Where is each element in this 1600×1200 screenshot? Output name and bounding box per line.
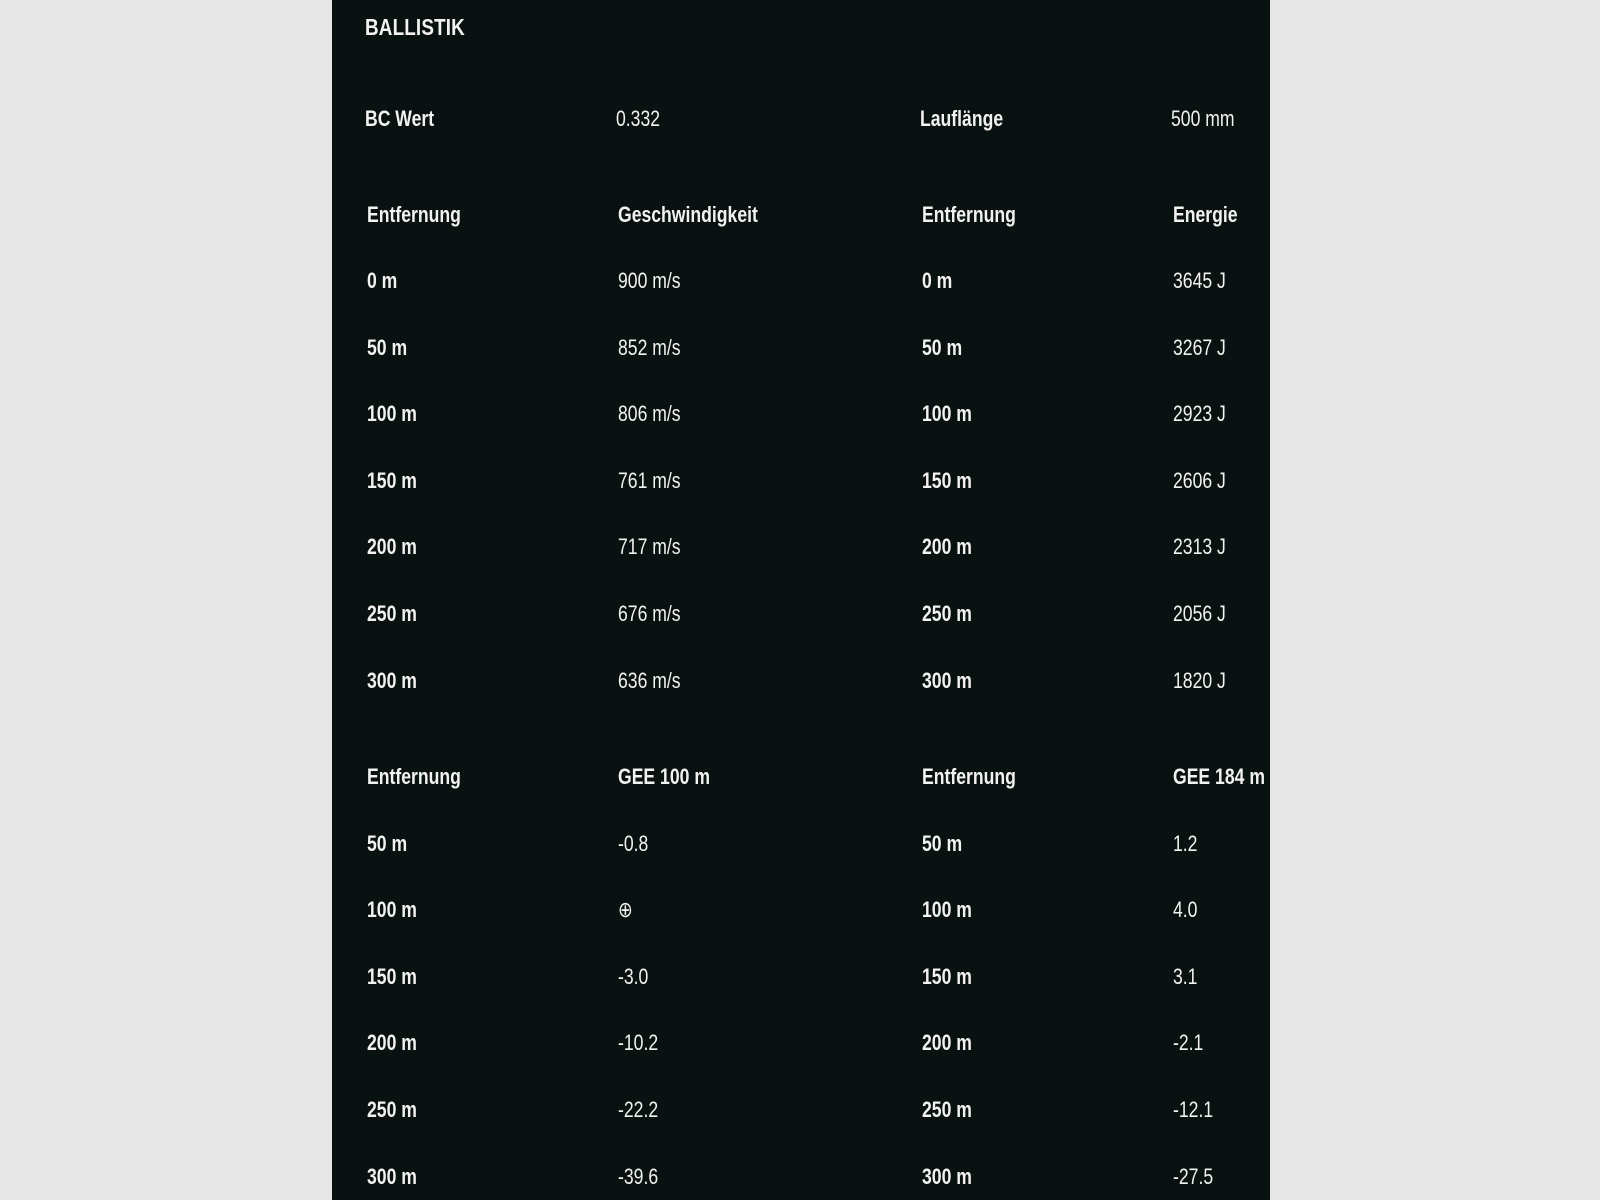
header-energy: Energie [1173,202,1238,227]
table-row [332,333,1270,363]
distance-cell: 300 m [367,668,417,693]
table-row [332,829,1270,859]
table-row [332,532,1270,562]
distance-cell: 200 m [367,1030,417,1055]
barrel-length-value: 500 mm [1171,106,1235,131]
velocity-cell: 852 m/s [618,335,681,360]
gee-184-cell: -27.5 [1173,1164,1214,1189]
header-distance: Entfernung [367,764,461,789]
section-title: BALLISTIK [365,14,465,40]
gee-100-cell: -0.8 [618,831,649,856]
gee-100-cell: -39.6 [618,1164,659,1189]
distance-cell: 150 m [367,964,417,989]
table-row [332,1162,1270,1192]
distance-cell: 50 m [922,831,963,856]
distance-cell: 100 m [367,897,417,922]
energy-cell: 2923 J [1173,401,1226,426]
header-gee-100: GEE 100 m [618,764,710,789]
header-velocity: Geschwindigkeit [618,202,758,227]
table-row [332,962,1270,992]
bc-value: 0.332 [616,106,661,131]
table-header-row [332,200,1270,230]
header-distance: Entfernung [922,764,1016,789]
bc-row [332,104,1270,134]
distance-cell: 250 m [367,601,417,626]
distance-cell: 50 m [922,335,963,360]
distance-cell: 150 m [922,964,972,989]
distance-cell: 50 m [367,335,408,360]
table-row [332,1028,1270,1058]
distance-cell: 250 m [922,601,972,626]
distance-cell: 50 m [367,831,408,856]
table-row [332,399,1270,429]
gee-184-cell: -2.1 [1173,1030,1204,1055]
gee-100-cell: -10.2 [618,1030,659,1055]
distance-cell: 200 m [922,534,972,559]
distance-cell: 300 m [922,668,972,693]
table-row [332,666,1270,696]
table-row [332,466,1270,496]
velocity-cell: 717 m/s [618,534,681,559]
energy-cell: 2056 J [1173,601,1226,626]
distance-cell: 100 m [922,401,972,426]
distance-cell: 300 m [922,1164,972,1189]
distance-cell: 300 m [367,1164,417,1189]
distance-cell: 100 m [367,401,417,426]
distance-cell: 150 m [367,468,417,493]
gee-184-cell: 3.1 [1173,964,1198,989]
gee-184-cell: 1.2 [1173,831,1198,856]
table-header-row [332,762,1270,792]
gee-100-cell: -22.2 [618,1097,659,1122]
energy-cell: 1820 J [1173,668,1226,693]
velocity-cell: 900 m/s [618,268,681,293]
bc-label: BC Wert [365,106,435,131]
gee-184-cell: 4.0 [1173,897,1198,922]
energy-cell: 3267 J [1173,335,1226,360]
barrel-length-label: Lauflänge [920,106,1004,131]
velocity-cell: 806 m/s [618,401,681,426]
header-distance: Entfernung [922,202,1016,227]
ballistics-panel [332,0,1270,1200]
distance-cell: 200 m [922,1030,972,1055]
velocity-cell: 761 m/s [618,468,681,493]
distance-cell: 250 m [367,1097,417,1122]
gee-184-cell: -12.1 [1173,1097,1214,1122]
distance-cell: 0 m [367,268,398,293]
table-row [332,1095,1270,1125]
energy-cell: 2313 J [1173,534,1226,559]
distance-cell: 150 m [922,468,972,493]
velocity-cell: 676 m/s [618,601,681,626]
velocity-cell: 636 m/s [618,668,681,693]
distance-cell: 100 m [922,897,972,922]
distance-cell: 0 m [922,268,953,293]
distance-cell: 250 m [922,1097,972,1122]
table-row [332,266,1270,296]
gee-100-cell: -3.0 [618,964,649,989]
energy-cell: 2606 J [1173,468,1226,493]
table-row [332,599,1270,629]
distance-cell: 200 m [367,534,417,559]
table-row [332,895,1270,925]
energy-cell: 3645 J [1173,268,1226,293]
header-gee-184: GEE 184 m [1173,764,1265,789]
header-distance: Entfernung [367,202,461,227]
zero-point-icon: ⊕ [618,897,633,922]
